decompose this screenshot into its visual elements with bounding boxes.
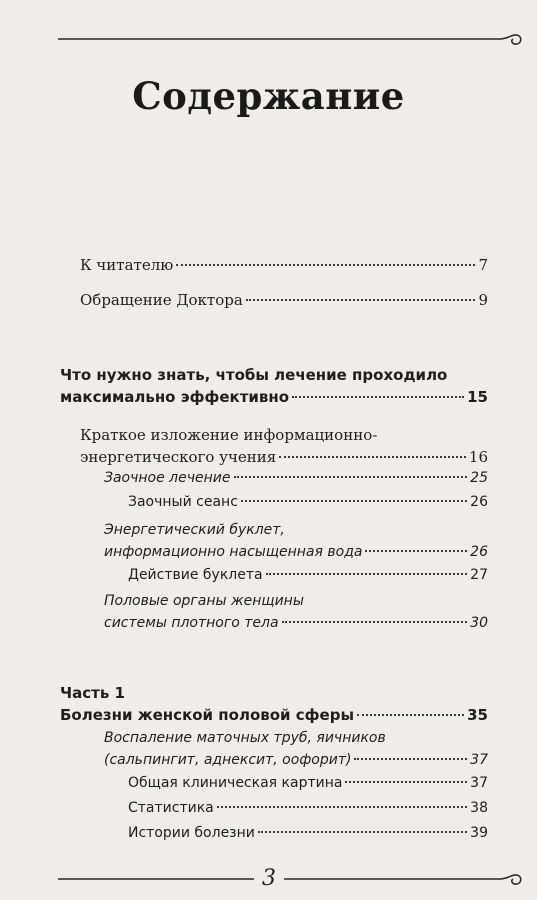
toc-entry-title-line1: Половые органы женщины [104, 593, 304, 609]
dot-leader [246, 299, 476, 301]
toc-page-number: 25 [470, 470, 488, 486]
toc-entry-title: Истории болезни [128, 825, 255, 841]
toc-part-label: Часть 1 [60, 684, 125, 702]
dot-leader [365, 550, 467, 552]
page-number: 3 [255, 866, 283, 892]
toc-entry[interactable] [80, 254, 488, 276]
toc-entry-title: максимально эффективно [60, 388, 290, 406]
dot-leader [241, 500, 467, 502]
dot-leader [354, 758, 467, 760]
toc-page-number: 38 [470, 800, 488, 816]
toc-entry[interactable] [104, 519, 488, 563]
toc-entry[interactable] [104, 467, 488, 489]
toc-page-number: 39 [470, 825, 488, 841]
dot-leader [258, 831, 467, 833]
toc-entry-title: системы плотного тела [104, 615, 279, 631]
dot-leader [279, 456, 466, 458]
toc-entry-title: Общая клиническая картина [128, 775, 343, 791]
toc-entry-title: Действие буклета [128, 567, 263, 583]
toc-entry[interactable] [80, 289, 488, 311]
dot-leader [234, 476, 468, 478]
toc-entry[interactable] [128, 491, 488, 513]
toc-entry-title: информационно насыщенная вода [104, 544, 363, 560]
dot-leader [217, 806, 467, 808]
toc-page-number: 37 [470, 775, 488, 791]
toc-page-number: 7 [478, 256, 488, 274]
dot-leader [345, 781, 467, 783]
toc-page-number: 26 [470, 544, 488, 560]
toc-entry-title: К читателю [80, 256, 174, 274]
toc-entry-title-line1: Что нужно знать, чтобы лечение проходило [60, 366, 448, 384]
toc-entry-title: Болезни женской половой сферы [60, 706, 355, 724]
toc-page-number: 35 [467, 706, 488, 724]
toc-entry[interactable] [80, 424, 488, 468]
toc-entry-title-line1: Воспаление маточных труб, яичников [104, 730, 386, 746]
toc-page-number: 37 [470, 752, 488, 768]
toc-entry[interactable] [60, 364, 488, 408]
dot-leader [292, 396, 464, 398]
toc-entry-title: Заочный сеанс [128, 494, 238, 510]
toc-page-number: 16 [468, 448, 488, 466]
dot-leader [266, 573, 468, 575]
toc-entry[interactable] [128, 772, 488, 794]
toc-entry[interactable] [128, 564, 488, 586]
toc-entry-title-line1: Краткое изложение информационно- [80, 426, 378, 444]
dot-leader [357, 714, 464, 716]
toc-entry-title: энергетического учения [80, 448, 277, 466]
toc-page-number: 27 [470, 567, 488, 583]
toc-entry[interactable] [128, 797, 488, 819]
toc-entry-title: (сальпингит, аднексит, оофорит) [104, 752, 352, 768]
page-title: Содержание [132, 74, 405, 118]
toc-entry-title: Статистика [128, 800, 214, 816]
dot-leader [282, 621, 468, 623]
toc-entry[interactable] [128, 822, 488, 844]
toc-entry-title: Обращение Доктора [80, 291, 243, 309]
toc-page-number: 26 [470, 494, 488, 510]
toc-entry[interactable] [104, 590, 488, 634]
toc-entry[interactable] [60, 682, 488, 726]
toc-page-number: 9 [478, 291, 488, 309]
toc-entry[interactable] [104, 727, 488, 771]
toc-page-number: 30 [470, 615, 488, 631]
dot-leader [176, 264, 475, 266]
toc-page-number: 15 [467, 388, 488, 406]
toc-entry-title: Заочное лечение [104, 470, 231, 486]
toc-entry-title-line1: Энергетический буклет, [104, 522, 285, 538]
